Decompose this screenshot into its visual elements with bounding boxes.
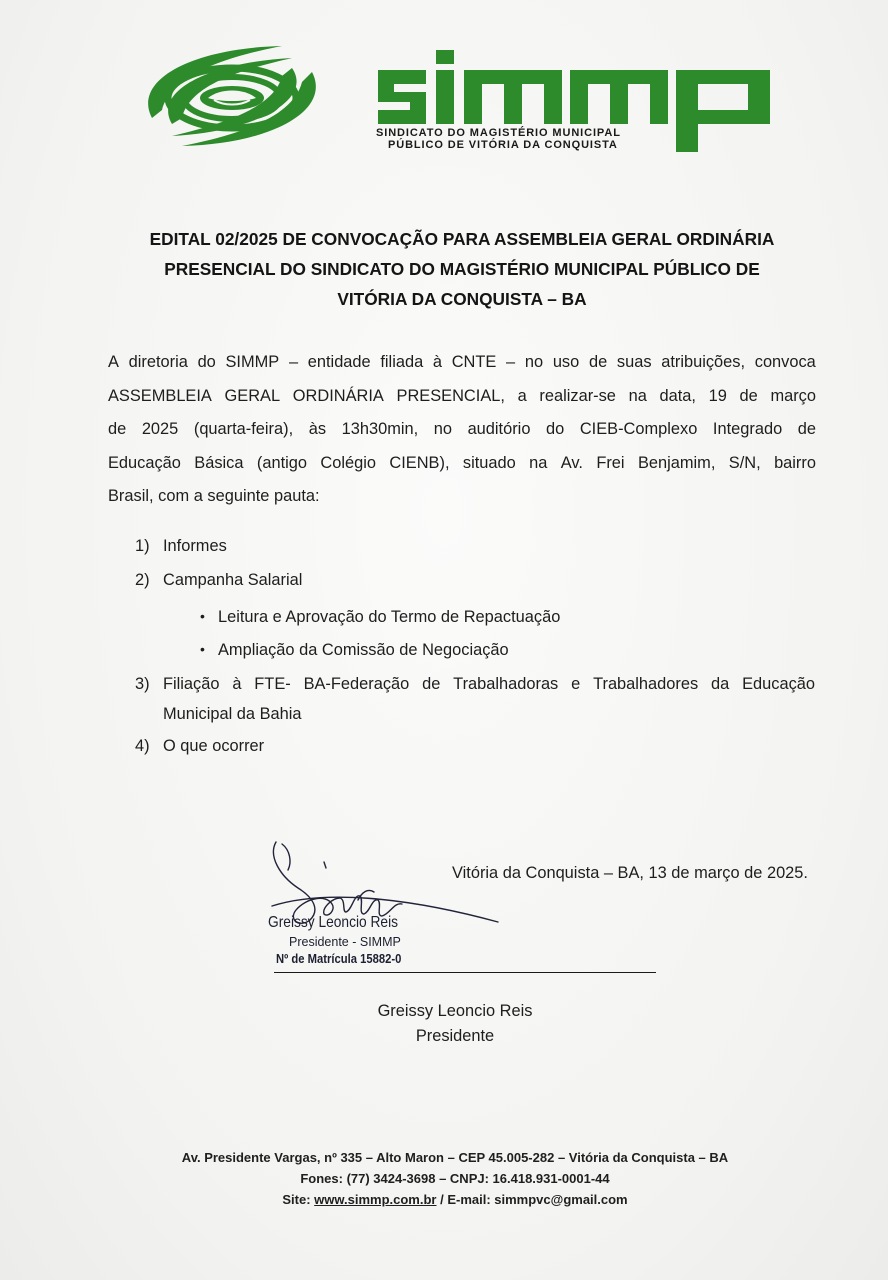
agenda-word: de xyxy=(422,675,441,693)
intro-word: a xyxy=(193,487,203,505)
intro-word: do xyxy=(546,420,565,438)
intro-word: CIEB-Complexo xyxy=(579,420,698,438)
agenda-word: Trabalhadores xyxy=(593,675,699,693)
agenda-text: Campanha Salarial xyxy=(163,571,303,589)
intro-word: CIENB), xyxy=(389,453,450,472)
intro-word: (antigo xyxy=(256,453,308,472)
intro-line xyxy=(108,346,816,380)
bullet-icon: • xyxy=(200,641,205,657)
intro-word: Colégio xyxy=(320,453,376,472)
logo-subtitle-line2: PÚBLICO DE VITÓRIA DA CONQUISTA xyxy=(388,139,618,151)
agenda-text: Informes xyxy=(163,537,227,555)
intro-word: de xyxy=(739,386,758,405)
intro-word: entidade xyxy=(307,353,371,371)
agenda-number: 3) xyxy=(135,675,150,693)
intro-word: CNTE xyxy=(451,353,497,371)
intro-word: realizar-se xyxy=(539,386,616,405)
intro-word: Educação xyxy=(108,453,181,472)
intro-word: do xyxy=(197,353,216,371)
intro-word: convoca xyxy=(754,353,816,371)
logo-subtitle-line1: SINDICATO DO MAGISTÉRIO MUNICIPAL xyxy=(376,127,621,139)
simmp-emblem-icon xyxy=(132,40,332,152)
signer-name: Greissy Leoncio Reis xyxy=(377,1002,533,1020)
intro-word: A xyxy=(108,353,119,371)
intro-word: atribuições, xyxy=(661,353,746,371)
intro-line xyxy=(108,447,816,481)
stamp-registration: Nº de Matrícula 15882-0 xyxy=(276,952,402,966)
intro-word: às xyxy=(308,420,327,438)
agenda-word: FTE- xyxy=(254,675,291,693)
intro-word: Benjamim, xyxy=(637,453,716,472)
intro-word: situado xyxy=(462,453,516,472)
agenda-number: 4) xyxy=(135,737,150,755)
footer-site-label: Site: xyxy=(282,1192,315,1207)
intro-word: Brasil, xyxy=(108,487,154,505)
agenda-word: Filiação xyxy=(163,675,220,693)
intro-word: S/N, xyxy=(728,453,761,472)
intro-word: no xyxy=(433,420,452,438)
intro-word: na xyxy=(628,386,647,405)
stamp-name: Greissy Leoncio Reis xyxy=(268,914,399,931)
intro-word: PRESENCIAL, xyxy=(396,386,505,405)
footer-contact xyxy=(100,1147,810,1210)
intro-line xyxy=(108,413,816,447)
title-line: VITÓRIA DA CONQUISTA – BA xyxy=(337,289,587,309)
agenda-number: 1) xyxy=(135,537,150,555)
intro-word: 2025 xyxy=(141,420,179,438)
website-link[interactable]: www.simmp.com.br xyxy=(314,1192,437,1207)
title-line: EDITAL 02/2025 DE CONVOCAÇÃO PARA ASSEMBLEIA GERAL ORDINÁRIA xyxy=(149,229,775,249)
intro-word: 19 xyxy=(708,386,727,405)
agenda-subitem-text: Ampliação da Comissão de Negociação xyxy=(218,641,509,659)
footer-phones: Fones: (77) 3424-3698 – CNPJ: 16.418.931-0001-44 xyxy=(300,1171,610,1186)
intro-word: com xyxy=(158,487,190,505)
intro-word: Integrado xyxy=(712,420,783,438)
intro-word: GERAL xyxy=(224,386,281,405)
footer-web xyxy=(100,1189,810,1210)
signature-line xyxy=(274,972,656,973)
agenda-subitem-text: Leitura e Aprovação do Termo de Repactuação xyxy=(218,608,561,626)
intro-word: de xyxy=(797,420,816,438)
intro-word: no xyxy=(524,353,544,371)
intro-word: SIMMP xyxy=(225,353,280,371)
agenda-word: Educação xyxy=(742,675,815,693)
intro-word: a xyxy=(517,386,527,405)
intro-word: Frei xyxy=(596,453,625,472)
intro-word: pauta: xyxy=(274,487,320,505)
intro-paragraph xyxy=(108,346,816,514)
intro-word: auditório xyxy=(467,420,531,438)
footer-address: Av. Presidente Vargas, nº 335 – Alto Maron – CEP 45.005-282 – Vitória da Conquista – BA xyxy=(181,1150,729,1165)
agenda-word: à xyxy=(232,675,242,693)
intro-word: à xyxy=(432,353,443,371)
agenda-text: O que ocorrer xyxy=(163,737,265,755)
intro-word: ASSEMBLEIA xyxy=(108,386,212,405)
intro-word: – xyxy=(506,353,516,371)
intro-line xyxy=(108,480,816,514)
intro-word: Av. xyxy=(560,453,583,472)
email-link[interactable]: simmpvc@gmail.com xyxy=(494,1192,628,1207)
agenda-text: Municipal da Bahia xyxy=(163,705,302,723)
intro-word: filiada xyxy=(380,353,424,371)
agenda-word: e xyxy=(571,675,581,693)
intro-word: na xyxy=(529,453,548,472)
signer-role: Presidente xyxy=(415,1027,495,1045)
date-line: Vitória da Conquista – BA, 13 de março de 2025. xyxy=(452,864,808,882)
agenda-word: da xyxy=(711,675,730,693)
intro-word: – xyxy=(288,353,299,371)
intro-word: 13h30min, xyxy=(341,420,419,438)
agenda-text xyxy=(163,675,815,694)
intro-line xyxy=(108,380,816,414)
intro-word: (quarta-feira), xyxy=(193,420,294,438)
stamp-role: Presidente - SIMMP xyxy=(289,935,401,949)
bullet-icon: • xyxy=(200,608,205,624)
intro-word: data, xyxy=(659,386,696,405)
agenda-number: 2) xyxy=(135,571,150,589)
intro-word: Básica xyxy=(194,453,244,472)
intro-word: diretoria xyxy=(128,353,188,371)
intro-word: ORDINÁRIA xyxy=(292,386,384,405)
agenda-word: BA-Federação xyxy=(303,675,410,693)
intro-word: bairro xyxy=(774,453,816,472)
intro-word: uso xyxy=(552,353,580,371)
agenda-word: Trabalhadoras xyxy=(453,675,559,693)
intro-word: de xyxy=(108,420,127,438)
intro-word: seguinte xyxy=(207,487,270,505)
intro-word: suas xyxy=(616,353,652,371)
title-line: PRESENCIAL DO SINDICATO DO MAGISTÉRIO MUNICIPAL PÚBLICO DE xyxy=(164,259,760,279)
intro-word: março xyxy=(770,386,816,405)
intro-word: de xyxy=(588,353,608,371)
document-title xyxy=(100,224,824,314)
footer-email-label: / E-mail: xyxy=(436,1192,495,1207)
